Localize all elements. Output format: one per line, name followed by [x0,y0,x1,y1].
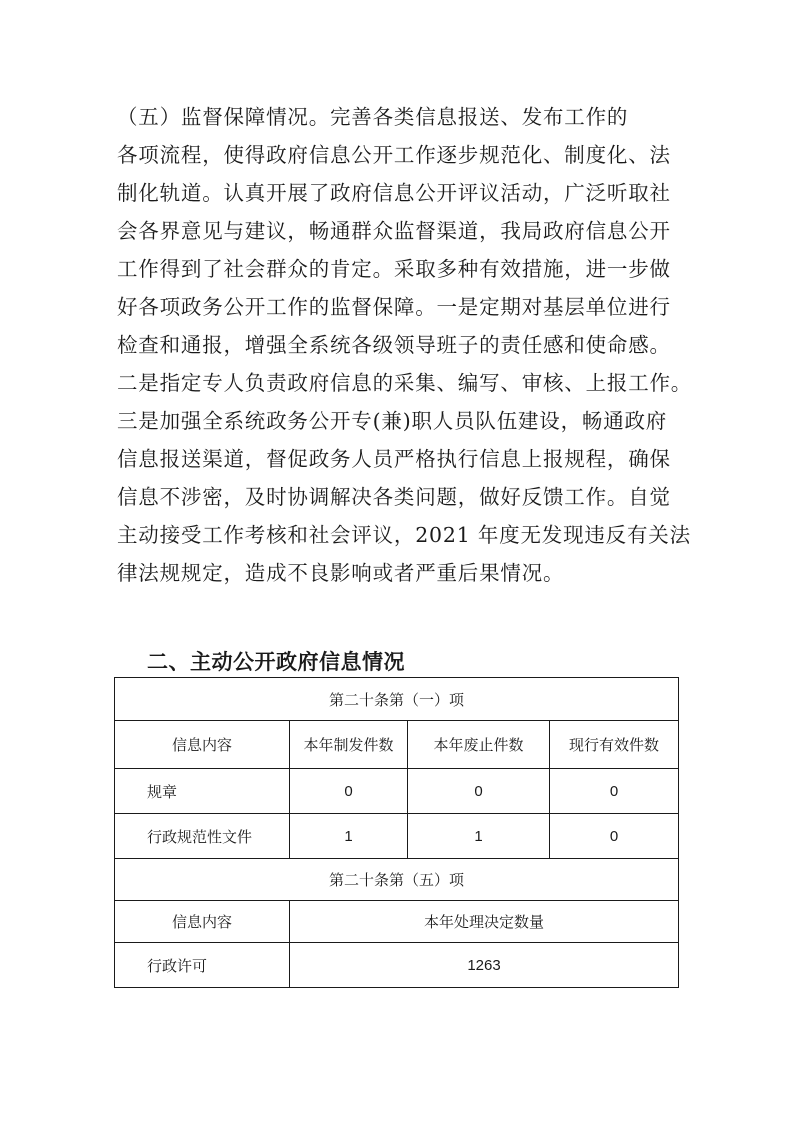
table-row [115,814,679,859]
table-cell: 0 [550,814,679,859]
table-cell: 行政规范性文件 [115,814,290,859]
paragraph-line: 主动接受工作考核和社会评议，2021 年度无发现违反有关法 [117,523,691,547]
paragraph-line: 好各项政务公开工作的监督保障。一是定期对基层单位进行 [117,295,671,319]
table-cell: 1263 [290,943,679,988]
section1-title: 第二十条第（一）项 [115,678,679,721]
header-cell: 现行有效件数 [550,721,679,769]
paragraph-line: 检查和通报，增强全系统各级领导班子的责任感和使命感。 [117,333,671,357]
table-cell: 0 [408,769,550,814]
table-cell: 规章 [115,769,290,814]
paragraph-line: 三是加强全系统政务公开专(兼)职人员队伍建设，畅通政府 [117,409,668,433]
paragraph-line: （五）监督保障情况。完善各类信息报送、发布工作的 [117,105,629,129]
header-cell: 本年制发件数 [290,721,408,769]
table-cell: 行政许可 [115,943,290,988]
section-heading: 二、主动公开政府信息情况 [147,650,405,674]
paragraph-line: 信息报送渠道，督促政务人员严格执行信息上报规程，确保 [117,447,671,471]
table-cell: 0 [550,769,679,814]
section2-title: 第二十条第（五）项 [115,859,679,901]
paragraph-line: 律法规规定，造成不良影响或者严重后果情况。 [117,561,565,585]
paragraph-line: 二是指定专人负责政府信息的采集、编写、审核、上报工作。 [117,371,693,395]
paragraph-line: 制化轨道。认真开展了政府信息公开评议活动，广泛听取社 [117,181,671,205]
table-cell: 0 [290,769,408,814]
table-header-row [115,721,679,769]
table-cell: 1 [290,814,408,859]
body-paragraph [117,98,693,592]
header-cell: 信息内容 [115,901,290,943]
paragraph-line: 会各界意见与建议，畅通群众监督渠道，我局政府信息公开 [117,219,671,243]
paragraph-line: 各项流程，使得政府信息公开工作逐步规范化、制度化、法 [117,143,671,167]
header-cell: 信息内容 [115,721,290,769]
table-row [115,943,679,988]
table-section-title-row [115,859,679,901]
disclosure-table [114,677,679,988]
table-cell: 1 [408,814,550,859]
header-cell: 本年处理决定数量 [290,901,679,943]
table-row [115,769,679,814]
paragraph-line: 工作得到了社会群众的肯定。采取多种有效措施，进一步做 [117,257,671,281]
table-section-title-row [115,678,679,721]
table-header-row [115,901,679,943]
header-cell: 本年废止件数 [408,721,550,769]
paragraph-line: 信息不涉密，及时协调解决各类问题，做好反馈工作。自觉 [117,485,671,509]
